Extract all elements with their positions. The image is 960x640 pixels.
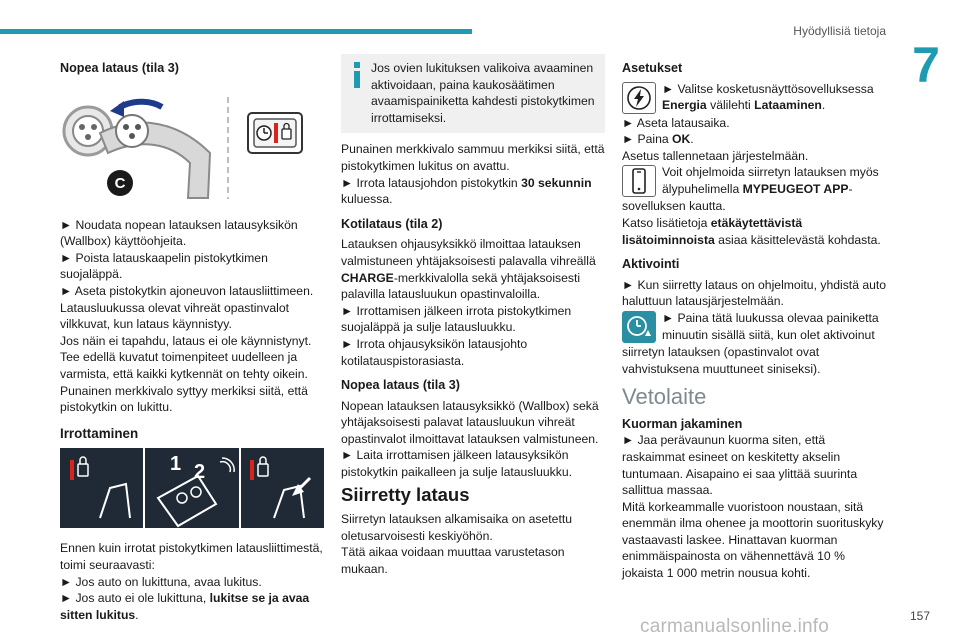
paragraph: Punainen merkkivalo sammuu merkiksi siitä, että pistokytkimen lukitus on avattu. bbox=[341, 142, 605, 173]
column-3 bbox=[622, 58, 888, 582]
heading-activation: Aktivointi bbox=[622, 257, 680, 272]
paragraph: Latausluukussa olevat vihreät opastinvalot vilkkuvat, kun lataus käynnistyy. bbox=[60, 300, 289, 332]
paragraph: ► Aseta latausaika. bbox=[622, 115, 730, 130]
bold-span: OK bbox=[672, 132, 691, 147]
text-span: ► Valitse kosketusnäyttösovelluksessa bbox=[662, 81, 874, 96]
smartphone-icon bbox=[622, 165, 656, 197]
paragraph: ► Laita irrottamisen jälkeen latausyksikön pistokytkin paikalleen ja sulje latausluukku. bbox=[341, 448, 573, 480]
paragraph bbox=[662, 81, 888, 114]
paragraph: ► Aseta pistokytkin ajoneuvon latausliittimeen. bbox=[60, 283, 314, 298]
paragraph: ► Noudata nopean latauksen latausyksikön (Wallbox) käyttöohjeita. bbox=[60, 217, 298, 249]
paragraph bbox=[622, 131, 888, 148]
text-span: . bbox=[135, 607, 139, 622]
top-accent-bar bbox=[0, 29, 472, 34]
paragraph: Siirretyn latauksen alkamisaika on asetettu oletusarvoisesti keskiyöhön. bbox=[341, 512, 573, 543]
paragraph: ► Kun siirretty lataus on ohjelmoitu, yhdistä auto haluttuun latausjärjestelmään. bbox=[622, 277, 887, 309]
paragraph bbox=[60, 590, 324, 623]
charging-plug-illustration bbox=[60, 93, 324, 203]
heading-load-distribution: Kuorman jakaminen bbox=[622, 416, 743, 431]
paragraph bbox=[341, 236, 605, 302]
bold-span: Energia bbox=[662, 98, 707, 113]
paragraph: Asetus tallennetaan järjestelmään. bbox=[622, 148, 809, 163]
text-span: Voit ohjelmoida siirretyn latauksen myös älypuhelimella bbox=[662, 165, 879, 196]
text-span: - bbox=[848, 181, 853, 196]
info-text: Jos ovien lukituksen valikoiva avaaminen bbox=[371, 61, 594, 75]
column-1 bbox=[60, 58, 324, 623]
deferred-button-line bbox=[622, 310, 888, 344]
text-span: Latauksen ohjausyksikkö ilmoittaa latauksen valmistuneen yhtäjaksoisesti palavalla vihreällä bbox=[341, 237, 596, 268]
text-span: -merkkivalolla sekä yhtäjaksoisesti palavilla latausluukun opastinvaloilla. bbox=[341, 270, 581, 302]
paragraph: ► Jos auto on lukittuna, avaa lukitus. bbox=[60, 574, 262, 589]
heading-home-charge: Kotilataus (tila 2) bbox=[341, 216, 443, 231]
paragraph: Jos näin ei tapahdu, lataus ei ole käynnistynyt. Tee edellä kuvatut toimenpiteet uudelleen ja varmista, että kaikki kytkennät on tehty oikein. bbox=[60, 333, 312, 381]
text-span: . bbox=[690, 132, 694, 147]
text-span: . bbox=[821, 98, 826, 113]
step-number: 2 bbox=[194, 461, 206, 484]
bold-span: Lataaminen bbox=[754, 98, 822, 113]
smartphone-line bbox=[622, 164, 888, 198]
paragraph bbox=[622, 215, 888, 248]
text-span: ► Irrota latausjohdon pistokytkin bbox=[341, 175, 522, 190]
figure-unlock-remote bbox=[60, 448, 324, 528]
bold-span: 30 sekunnin bbox=[521, 175, 592, 190]
heading-fast-charge: Nopea lataus (tila 3) bbox=[60, 61, 179, 75]
text-span: ► Jos auto ei ole lukittuna, bbox=[60, 591, 210, 606]
paragraph: ► Paina tätä luukussa olevaa painiketta minuutin sisällä siitä, kun olet aktivoinut bbox=[662, 310, 879, 342]
heading-towbar: Vetolaite bbox=[622, 384, 707, 410]
chapter-number: 7 bbox=[912, 37, 940, 93]
bold-span: etäkäytettävistä lisätoiminnoista bbox=[622, 215, 803, 247]
column-2 bbox=[341, 54, 605, 578]
settings-energy-line bbox=[622, 81, 888, 115]
paragraph: ► Irrottamisen jälkeen irrota pistokytkimen suojaläppä ja sulje latausluukku. bbox=[341, 303, 572, 335]
text-span: ► Paina bbox=[622, 132, 673, 147]
running-header: Hyödyllisiä tietoja bbox=[793, 24, 886, 38]
text-span: kuluessa. bbox=[341, 192, 393, 207]
heading-settings: Asetukset bbox=[622, 61, 683, 75]
deferred-charge-button-icon bbox=[622, 311, 656, 343]
paragraph: Punainen merkkivalo syttyy merkiksi siitä, että pistokytkin on lukittu. bbox=[60, 383, 308, 415]
watermark-text: carmanualsonline.info bbox=[640, 616, 830, 637]
paragraph: ► Irrota ohjausyksikön latausjohto kotilatauspistorasiasta. bbox=[341, 336, 528, 368]
info-box bbox=[341, 54, 605, 133]
unlock-remote-illustration bbox=[60, 448, 324, 528]
paragraph: sovelluksen kautta. bbox=[622, 199, 726, 214]
text-span: asiaa käsittelevästä kohdasta. bbox=[714, 232, 881, 247]
paragraph bbox=[662, 164, 888, 197]
bold-span: lukitse se ja avaa sitten lukitus bbox=[60, 591, 310, 622]
paragraph: ► Poista latauskaapelin pistokytkimen suojaläppä. bbox=[60, 250, 268, 282]
paragraph: Nopean latauksen latausyksikkö (Wallbox) sekä yhtäjaksoisesti palavat latausluukun vihreät opastinvalot ilmoittavat latauksen valmistuneen. bbox=[341, 398, 599, 446]
paragraph bbox=[341, 175, 605, 208]
text-span: välilehti bbox=[706, 98, 755, 113]
figure-charging-plug bbox=[60, 93, 324, 203]
step-number: 1 bbox=[170, 453, 182, 476]
heading-removal: Irrottaminen bbox=[60, 425, 139, 441]
text-span: Katso lisätietoja bbox=[622, 215, 711, 230]
figure-badge: C bbox=[114, 174, 126, 192]
charging-bolt-icon bbox=[622, 82, 656, 114]
paragraph: siirretyn latauksen (opastinvalot ovat vahvistuksena muuttuneet siniseksi). bbox=[622, 344, 821, 376]
heading-deferred-charge: Siirretty lataus bbox=[341, 483, 470, 505]
paragraph: Tätä aikaa voidaan muuttaa varustetason mukaan. bbox=[341, 545, 565, 577]
bold-span: MYPEUGEOT APP bbox=[742, 181, 849, 196]
page-number: 157 bbox=[909, 609, 930, 623]
heading-fast-charge-2: Nopea lataus (tila 3) bbox=[341, 378, 460, 393]
info-icon bbox=[351, 62, 363, 88]
paragraph: ► Jaa perävaunun kuorma siten, että raskaimmat esineet on keskitetty akselin tuntumaan. Aisapaino ei saa ylittää suurinta sallittua massaa. bbox=[622, 433, 858, 498]
paragraph: Mitä korkeammalle vuoristoon noustaan, sitä enemmän ilma ohenee ja moottorin suorituskyky vastaavasti laskee. Hinattavan kuorman enimmäispainosta on vähennettävä 10 % jokaista 1 000 metrin nousua kohti. bbox=[622, 499, 884, 581]
info-text: aktivoidaan, paina kaukosäätimen avaamispainiketta kahdesti pistokytkimen irrottamiseksi. bbox=[371, 77, 595, 125]
bold-span: CHARGE bbox=[341, 270, 394, 285]
paragraph: Ennen kuin irrotat pistokytkimen latausliittimestä, toimi seuraavasti: bbox=[60, 541, 323, 572]
